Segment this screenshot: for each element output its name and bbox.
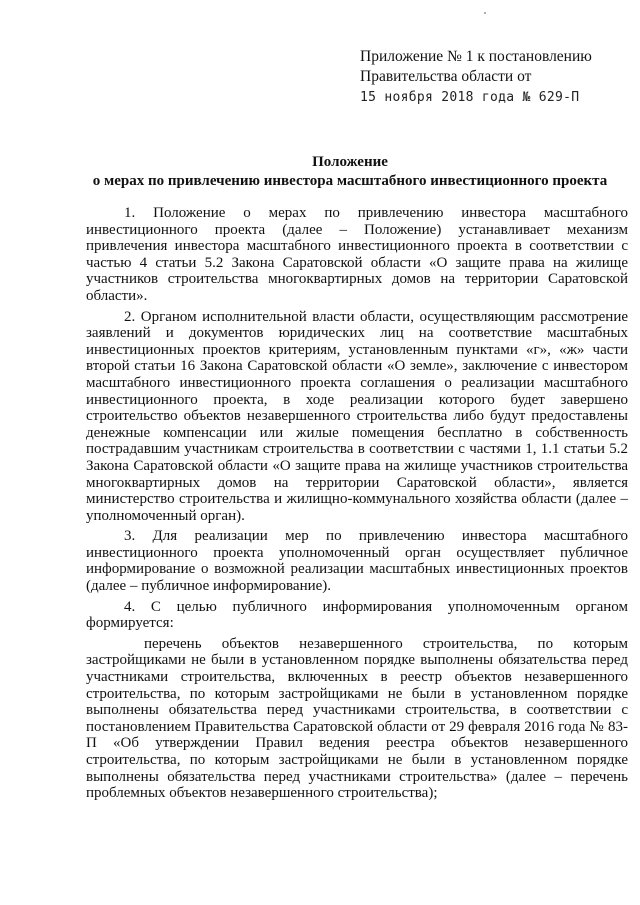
scan-dot	[484, 12, 486, 14]
document-body	[86, 205, 628, 802]
paragraph-5: перечень объектов незавершенного строительства, по которым застройщиками не были в установленном порядке выполнены обязательства перед участниками строительства, включенных в реестр объектов незавершенного строительства, по которым застройщиками не были в установленном порядке выполнены обязательства перед участниками строительства, в соответствии с постановлением Правительства Саратовской области от 29 февраля 2016 года № 83-П «Об утверждении Правил ведения реестра объектов незавершенного строительства, по которым застройщиками не были в установленном порядке выполнены обязательства перед участниками строительства» (далее – перечень проблемных объектов незавершенного строительства);	[86, 635, 628, 802]
document-title	[70, 153, 630, 191]
title-line-2: о мерах по привлечению инвестора масштабного инвестиционного проекта	[92, 173, 608, 189]
header-date-stamp: 15 ноября 2018 года № 629-П	[360, 90, 580, 105]
paragraph-2: 2. Органом исполнительной власти области, осуществляющим рассмотрение заявлений и документов юридических лиц на соответствие масштабных инвестиционных проектов критериям, установленным пунктами «г», «ж» части второй статьи 16 Закона Саратовской области «О земле», заключение с инвестором масштабного инвестиционного проекта соглашения о реализации масштабного инвестиционного проекта, в ходе реализации которого будет завершено строительство объектов незавершенного строительства либо будут предоставлены денежные компенсации или жилые помещения бесплатно в собственность пострадавшим участникам строительства в соответствии с частями 1, 1.1 статьи 5.2 Закона Саратовской области «О защите права на жилище участников строительства многоквартирных домов на территории Саратовской области», является министерство строительства и жилищно-коммунального хозяйства области (далее – уполномоченный орган).	[86, 308, 628, 524]
paragraph-1: 1. Положение о мерах по привлечению инвестора масштабного инвестиционного проекта (далее – Положение) устанавливает механизм привлечения инвестора масштабного инвестиционного проекта в соответствии с частью 4 статьи 5.2 Закона Саратовской области «О защите права на жилище участников строительства многоквартирных домов на территории Саратовской области».	[86, 205, 628, 304]
title-line-1: Положение	[312, 154, 388, 170]
header-line-1: Приложение № 1 к постановлению	[360, 48, 592, 65]
header-line-2: Правительства области от	[360, 68, 532, 85]
paragraph-3: 3. Для реализации мер по привлечению инвестора масштабного инвестиционного проекта уполномоченный орган осуществляет публичное информирование о возможной реализации масштабных инвестиционных проектов (далее – публичное информирование).	[86, 528, 628, 595]
appendix-header	[360, 47, 630, 108]
paragraph-4: 4. С целью публичного информирования уполномоченным органом формируется:	[86, 598, 628, 632]
